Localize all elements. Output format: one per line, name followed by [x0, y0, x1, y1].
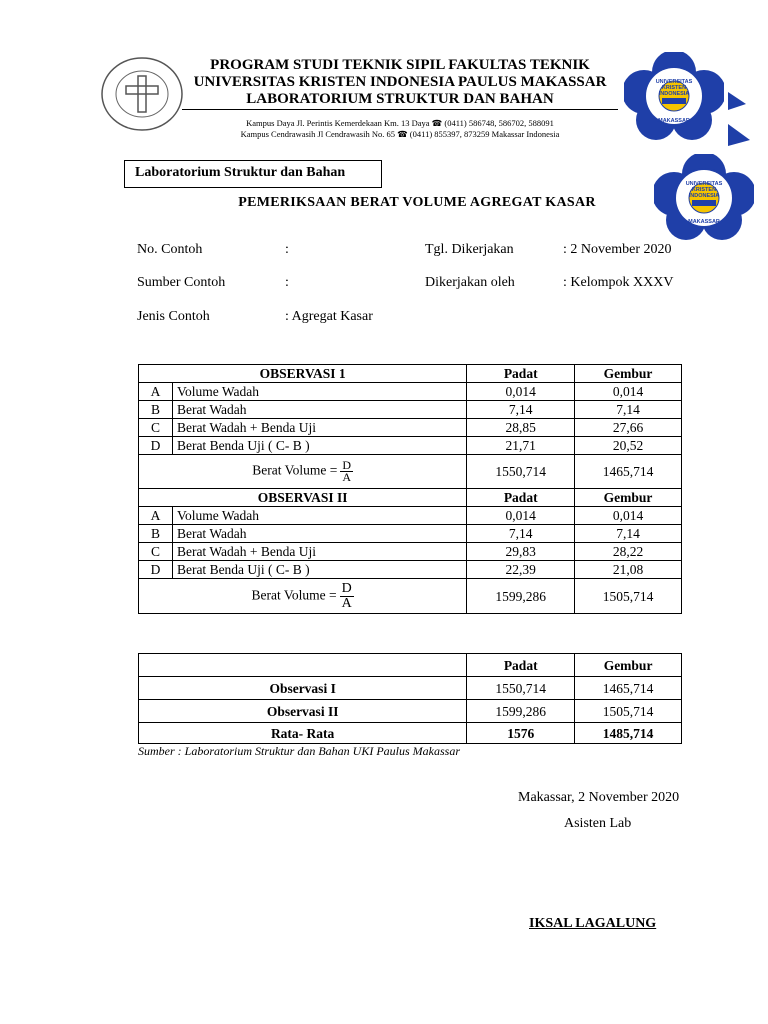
table-row: [139, 723, 682, 744]
address-line-1: Kampus Daya Jl. Perintis Kemerdekaan Km. 13 Daya ☎ (0411) 586748, 586702, 588091: [246, 118, 554, 128]
row-padat: 28,85: [467, 419, 575, 437]
berat-volume-formula: [139, 455, 467, 489]
header-divider: [182, 109, 618, 110]
summary-header-row: [139, 654, 682, 677]
fraction-numerator: D: [341, 580, 352, 596]
obs2-header-row: [139, 489, 682, 507]
summary-table: [138, 653, 682, 744]
fraction-denominator: A: [342, 470, 352, 484]
table-row: [139, 401, 682, 419]
logo-top-text: UNIVERSITAS KRISTEN INDONESIA: [655, 79, 693, 97]
row-label: Berat Wadah: [172, 401, 466, 419]
tgl-label: Tgl. Dikerjakan: [425, 242, 514, 257]
dikerjakan-value: : Kelompok XXXV: [563, 275, 674, 290]
summary-gembur: 1465,714: [575, 677, 682, 700]
fraction-numerator: D: [342, 458, 352, 472]
obs2-berat-volume-row: [139, 579, 682, 614]
row-label: Volume Wadah: [172, 383, 466, 401]
table-row: [139, 507, 682, 525]
summary-blank-cell: [139, 654, 467, 677]
obs2-col-gembur: Gembur: [575, 489, 682, 507]
signature-place-date: Makassar, 2 November 2020: [518, 790, 680, 805]
row-label: Berat Benda Uji ( C- B ): [172, 437, 466, 455]
row-code: B: [139, 401, 173, 419]
obs1-title: OBSERVASI 1: [139, 365, 467, 383]
obs1-col-padat: Padat: [467, 365, 575, 383]
address-line-2: Kampus Cendrawasih Jl Cendrawasih No. 65 ☎ (0411) 855397, 873259 Makassar Indonesia: [240, 129, 560, 139]
row-gembur: 7,14: [575, 525, 682, 543]
row-padat: 0,014: [467, 383, 575, 401]
row-label: Volume Wadah: [172, 507, 466, 525]
edge-logo-fragment: [728, 92, 768, 152]
obs1-berat-volume-row: [139, 455, 682, 489]
row-code: D: [139, 437, 173, 455]
lab-name-box: Laboratorium Struktur dan Bahan: [124, 160, 382, 188]
signature-name: IKSAL LAGALUNG: [529, 916, 657, 931]
summary-padat: 1599,286: [467, 700, 575, 723]
summary-row-label: Observasi I: [139, 677, 467, 700]
obs2-title: OBSERVASI II: [139, 489, 467, 507]
obs1-header-row: [139, 365, 682, 383]
row-padat: 7,14: [467, 525, 575, 543]
row-padat: 21,71: [467, 437, 575, 455]
document-title: PEMERIKSAAN BERAT VOLUME AGREGAT KASAR: [238, 195, 596, 210]
source-note: Sumber : Laboratorium Struktur dan Bahan UKI Paulus Makassar: [138, 744, 461, 758]
table-row: [139, 383, 682, 401]
fraction: [340, 460, 353, 483]
row-code: C: [139, 543, 173, 561]
row-gembur: 28,22: [575, 543, 682, 561]
row-code: D: [139, 561, 173, 579]
signature-role: Asisten Lab: [564, 816, 632, 831]
fraction: [340, 582, 354, 611]
bv-gembur: 1465,714: [575, 455, 682, 489]
row-code: B: [139, 525, 173, 543]
row-label: Berat Wadah + Benda Uji: [172, 419, 466, 437]
tgl-value: : 2 November 2020: [563, 242, 672, 257]
berat-volume-label: Berat Volume =: [251, 587, 337, 603]
fraction-denominator: A: [341, 595, 352, 611]
row-label: Berat Wadah: [172, 525, 466, 543]
table-row: [139, 543, 682, 561]
no-contoh-value: :: [285, 242, 289, 257]
header-line-1: PROGRAM STUDI TEKNIK SIPIL FAKULTAS TEKNIK: [210, 57, 590, 73]
obs1-col-gembur: Gembur: [575, 365, 682, 383]
logo-bottom-text: MAKASSAR: [658, 118, 690, 124]
summary-gembur: 1485,714: [575, 723, 682, 744]
summary-col-gembur: Gembur: [575, 654, 682, 677]
summary-row-label: Observasi II: [139, 700, 467, 723]
summary-padat: 1550,714: [467, 677, 575, 700]
table-row: [139, 677, 682, 700]
table-row: [139, 437, 682, 455]
row-code: C: [139, 419, 173, 437]
table-row: [139, 561, 682, 579]
row-padat: 0,014: [467, 507, 575, 525]
jenis-label: Jenis Contoh: [137, 309, 210, 324]
obs2-col-padat: Padat: [467, 489, 575, 507]
berat-volume-label: Berat Volume =: [252, 462, 338, 478]
row-code: A: [139, 383, 173, 401]
row-gembur: 7,14: [575, 401, 682, 419]
row-padat: 22,39: [467, 561, 575, 579]
header-line-2: UNIVERSITAS KRISTEN INDONESIA PAULUS MAKASSAR: [193, 74, 607, 90]
row-gembur: 21,08: [575, 561, 682, 579]
summary-col-padat: Padat: [467, 654, 575, 677]
berat-volume-formula: [139, 579, 467, 614]
summary-row-label: Rata- Rata: [139, 723, 467, 744]
no-contoh-label: No. Contoh: [137, 242, 203, 257]
ukip-seal-logo: [100, 56, 184, 132]
row-padat: 7,14: [467, 401, 575, 419]
table-row: [139, 700, 682, 723]
row-label: Berat Wadah + Benda Uji: [172, 543, 466, 561]
bv-padat: 1550,714: [467, 455, 575, 489]
row-gembur: 20,52: [575, 437, 682, 455]
row-code: A: [139, 507, 173, 525]
jenis-value: : Agregat Kasar: [285, 309, 373, 324]
row-gembur: 27,66: [575, 419, 682, 437]
bv-gembur: 1505,714: [575, 579, 682, 614]
bv-padat: 1599,286: [467, 579, 575, 614]
row-gembur: 0,014: [575, 383, 682, 401]
summary-padat: 1576: [467, 723, 575, 744]
sumber-value: :: [285, 275, 289, 290]
logo2-bottom-text: MAKASSAR: [688, 219, 720, 225]
table-row: [139, 419, 682, 437]
logo2-top-text: UNIVERSITAS KRISTEN INDONESIA: [685, 181, 723, 199]
row-label: Berat Benda Uji ( C- B ): [172, 561, 466, 579]
table-row: [139, 525, 682, 543]
observation-table: [138, 364, 682, 614]
header-line-3: LABORATORIUM STRUKTUR DAN BAHAN: [246, 91, 554, 107]
summary-gembur: 1505,714: [575, 700, 682, 723]
row-padat: 29,83: [467, 543, 575, 561]
sumber-label: Sumber Contoh: [137, 275, 226, 290]
dikerjakan-label: Dikerjakan oleh: [425, 275, 515, 290]
row-gembur: 0,014: [575, 507, 682, 525]
